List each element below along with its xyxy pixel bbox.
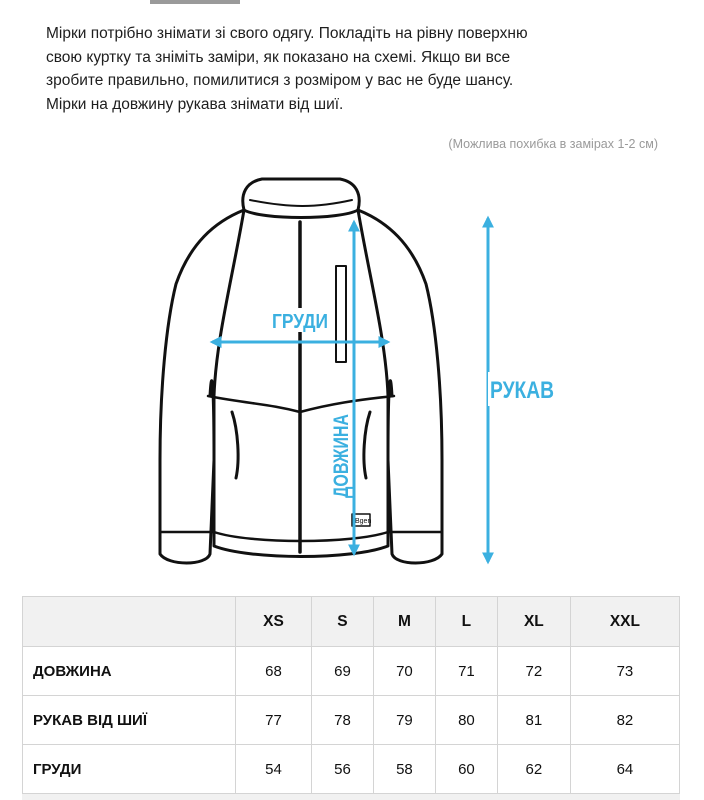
table-cell: 62	[497, 745, 570, 794]
size-header-row	[23, 597, 680, 647]
table-cell: 64	[570, 745, 679, 794]
brand-tag: Bgen	[355, 518, 372, 525]
table-cell: 56	[311, 745, 373, 794]
chest-label: ГРУДИ	[272, 311, 328, 333]
table-cell: 77	[236, 696, 312, 745]
table-row-chest	[23, 745, 680, 794]
header-size-m: M	[373, 597, 435, 647]
size-chart-table	[22, 596, 680, 794]
intro-line: Мірки на довжину рукава знімати від шиї.	[46, 95, 344, 113]
table-cell: 82	[570, 696, 679, 745]
table-cell: 79	[373, 696, 435, 745]
table-cell: 73	[570, 647, 679, 696]
intro-line: зробите правильно, помилитися з розміром у вас не буде шансу.	[46, 72, 514, 89]
header-size-xs: XS	[236, 597, 312, 647]
header-size-s: S	[311, 597, 373, 647]
row-label: ДОВЖИНА	[23, 647, 236, 696]
header-size-xl: XL	[497, 597, 570, 647]
header-size-l: L	[435, 597, 497, 647]
top-divider	[0, 0, 704, 4]
row-label: ГРУДИ	[23, 745, 236, 794]
table-cell: 78	[311, 696, 373, 745]
table-cell: 71	[435, 647, 497, 696]
header-empty-cell	[23, 597, 236, 647]
length-label: ДОВЖИНА	[330, 387, 353, 498]
table-row-sleeve	[23, 696, 680, 745]
intro-text	[46, 22, 676, 116]
table-cell: 81	[497, 696, 570, 745]
table-cell: 72	[497, 647, 570, 696]
jacket-measurement-diagram	[0, 160, 704, 580]
jacket-icon	[160, 179, 442, 563]
table-cell: 70	[373, 647, 435, 696]
table-cell: 58	[373, 745, 435, 794]
header-size-xxl: XXL	[570, 597, 679, 647]
table-cell: 60	[435, 745, 497, 794]
measurement-error-note: (Можлива похибка в замірах 1-2 см)	[448, 137, 658, 151]
intro-line: свою куртку та зніміть заміри, як показано на схемі. Якщо ви все	[46, 48, 511, 66]
bottom-divider	[22, 794, 680, 800]
table-cell: 68	[236, 647, 312, 696]
table-cell: 54	[236, 745, 312, 794]
intro-line: Мірки потрібно знімати зі свого одягу. Покладіть на рівну поверхню	[46, 25, 528, 42]
sleeve-label: РУКАВ	[490, 377, 554, 404]
table-cell: 69	[311, 647, 373, 696]
row-label: РУКАВ ВІД ШИЇ	[23, 696, 236, 745]
table-row-length	[23, 647, 680, 696]
table-cell: 80	[435, 696, 497, 745]
